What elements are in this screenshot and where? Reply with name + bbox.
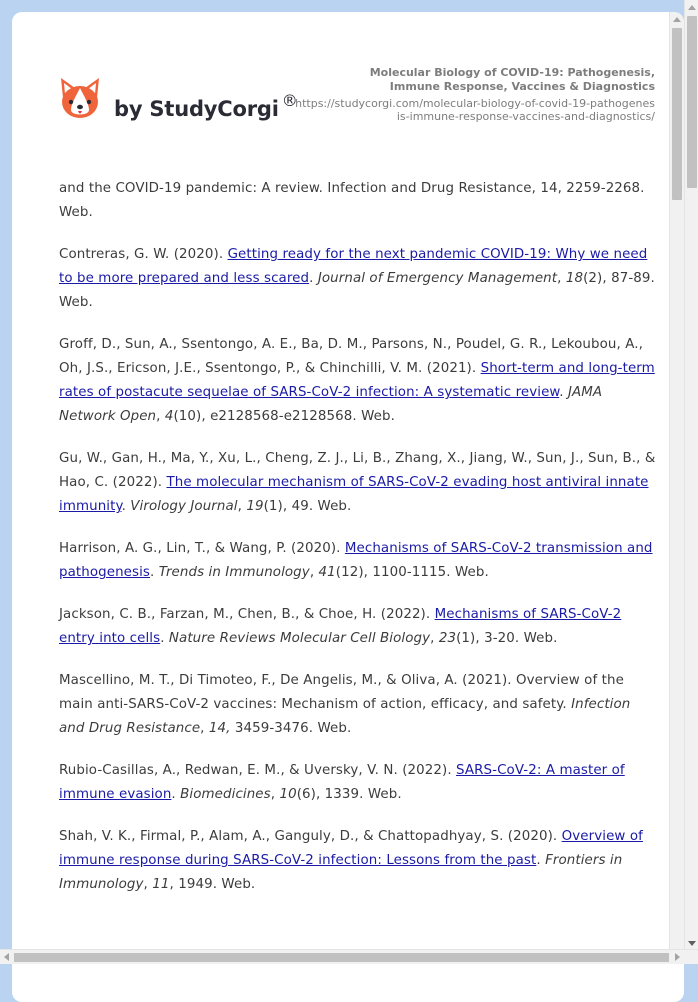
reference-entry [59, 537, 657, 585]
reference-journal: Frontiers in Immunology [59, 853, 622, 892]
vertical-scroll-thumb[interactable] [672, 28, 682, 200]
reference-details: (1), 3-20. Web. [456, 631, 557, 646]
reference-title-link[interactable]: Short-term and long-term rates of postacute sequelae of SARS-CoV-2 infection: A systematic review [59, 361, 655, 400]
reference-details: , 1949. Web. [170, 877, 256, 892]
brand-text: by StudyCorgi [114, 97, 279, 121]
reference-volume: 4 [165, 409, 174, 424]
reference-authors: Jackson, C. B., Farzan, M., Chen, B., & Choe, H. (2022). [59, 607, 435, 622]
reference-entry [59, 669, 657, 741]
reference-authors: Groff, D., Sun, A., Ssentongo, A. E., Ba, D. M., Parsons, N., Poudel, G. R., Lekoubou, A., Oh, J.S., Ericson, J.E., Ssentongo, P., & Chinchilli, V. M. (2021). [59, 337, 643, 376]
reference-authors: Contreras, G. W. (2020). [59, 247, 228, 262]
registered-mark: ® [282, 91, 298, 110]
window-scroll-up-arrow-icon[interactable] [688, 5, 696, 10]
reference-journal: Virology Journal [130, 499, 237, 514]
reference-title-link[interactable]: Overview of immune response during SARS-CoV-2 infection: Lessons from the past [59, 829, 643, 868]
page-header [12, 12, 684, 162]
reference-journal: Infection and Drug Resistance [59, 697, 630, 736]
reference-title-link[interactable]: Getting ready for the next pandemic COVID-19: Why we need to be more prepared and less scared [59, 247, 647, 286]
reference-entry [59, 333, 657, 429]
reference-volume: 11 [152, 877, 169, 892]
reference-separator: . [160, 631, 169, 646]
reference-details: (12), 1100-1115. Web. [336, 565, 489, 580]
window-scroll-down-arrow-icon[interactable] [688, 941, 696, 946]
scroll-left-arrow-icon[interactable] [4, 953, 9, 961]
vertical-scrollbar[interactable] [669, 12, 684, 962]
reference-entry [59, 243, 657, 315]
reference-separator: , [430, 631, 439, 646]
reference-title-link[interactable]: Mechanisms of SARS-CoV-2 entry into cells [59, 607, 621, 646]
window-vertical-scrollbar[interactable] [684, 0, 698, 950]
document-url: https://studycorgi.com/molecular-biology-of-covid-19-pathogenesis-immune-response-vaccines-and-diagnostics/ [295, 97, 655, 123]
reference-authors: Mascellino, M. T., Di Timoteo, F., De Angelis, M., & Oliva, A. (2021). Overview of the main anti-SARS-CoV-2 vaccines: Mechanism of action, efficacy, and safety. [59, 673, 624, 712]
reference-entry [59, 177, 657, 225]
reference-volume: 10 [279, 787, 296, 802]
scroll-up-arrow-icon[interactable] [673, 17, 681, 22]
reference-authors: Harrison, A. G., Lin, T., & Wang, P. (2020). [59, 541, 345, 556]
reference-entry [59, 603, 657, 651]
document-title: Molecular Biology of COVID-19: Pathogenesis, Immune Response, Vaccines & Diagnostics [325, 66, 655, 94]
reference-details: (10), e2128568-e2128568. Web. [173, 409, 394, 424]
corgi-logo-icon [59, 76, 101, 120]
reference-details: (6), 1339. Web. [297, 787, 402, 802]
reference-volume: 23 [439, 631, 456, 646]
reference-details: (2), 87-89. Web. [59, 271, 655, 310]
reference-separator: . [309, 271, 318, 286]
reference-journal: Journal of Emergency Management [318, 271, 557, 286]
reference-entry [59, 447, 657, 519]
scroll-right-arrow-icon[interactable] [675, 953, 680, 961]
reference-separator: , [144, 877, 153, 892]
reference-separator: , [271, 787, 280, 802]
reference-title-link[interactable]: The molecular mechanism of SARS-CoV-2 evading host antiviral innate immunity [59, 475, 649, 514]
brand-name [114, 91, 298, 121]
reference-volume: 14, [209, 721, 231, 736]
horizontal-scrollbar[interactable] [0, 949, 698, 964]
reference-separator: . [536, 853, 545, 868]
horizontal-scroll-thumb[interactable] [14, 953, 669, 962]
reference-authors: and the COVID-19 pandemic: A review. Infection and Drug Resistance, 14, 2259-2268. Web. [59, 181, 645, 220]
reference-volume: 18 [566, 271, 583, 286]
reference-list [59, 177, 657, 915]
reference-journal: Trends in Immunology [159, 565, 310, 580]
reference-authors: Shah, V. K., Firmal, P., Alam, A., Ganguly, D., & Chattopadhyay, S. (2020). [59, 829, 562, 844]
reference-authors: Rubio-Casillas, A., Redwan, E. M., & Uversky, V. N. (2022). [59, 763, 456, 778]
reference-separator: . [122, 499, 131, 514]
reference-entry [59, 825, 657, 897]
reference-separator: , [557, 271, 566, 286]
reference-separator: . [150, 565, 159, 580]
reference-separator: , [310, 565, 319, 580]
reference-details: (1), 49. Web. [264, 499, 352, 514]
reference-journal: JAMA Network Open [59, 385, 602, 424]
document-page [12, 12, 684, 1002]
reference-separator: . [171, 787, 180, 802]
reference-separator: , [238, 499, 247, 514]
reference-separator: . [559, 385, 568, 400]
reference-details: 3459-3476. Web. [231, 721, 352, 736]
window-vertical-scroll-thumb[interactable] [687, 16, 697, 188]
reference-journal: Biomedicines [180, 787, 271, 802]
reference-volume: 41 [319, 565, 336, 580]
reference-volume: 19 [246, 499, 263, 514]
reference-entry [59, 759, 657, 807]
reference-journal: Nature Reviews Molecular Cell Biology [169, 631, 430, 646]
studycorgi-logo[interactable] [59, 76, 101, 120]
reference-authors: Gu, W., Gan, H., Ma, Y., Xu, L., Cheng, Z. J., Li, B., Zhang, X., Jiang, W., Sun, J., Sun, B., & Hao, C. (2022). [59, 451, 655, 490]
reference-title-link[interactable]: SARS-CoV-2: A master of immune evasion [59, 763, 625, 802]
reference-title-link[interactable]: Mechanisms of SARS-CoV-2 transmission and pathogenesis [59, 541, 653, 580]
reference-separator: , [200, 721, 209, 736]
reference-separator: , [156, 409, 165, 424]
